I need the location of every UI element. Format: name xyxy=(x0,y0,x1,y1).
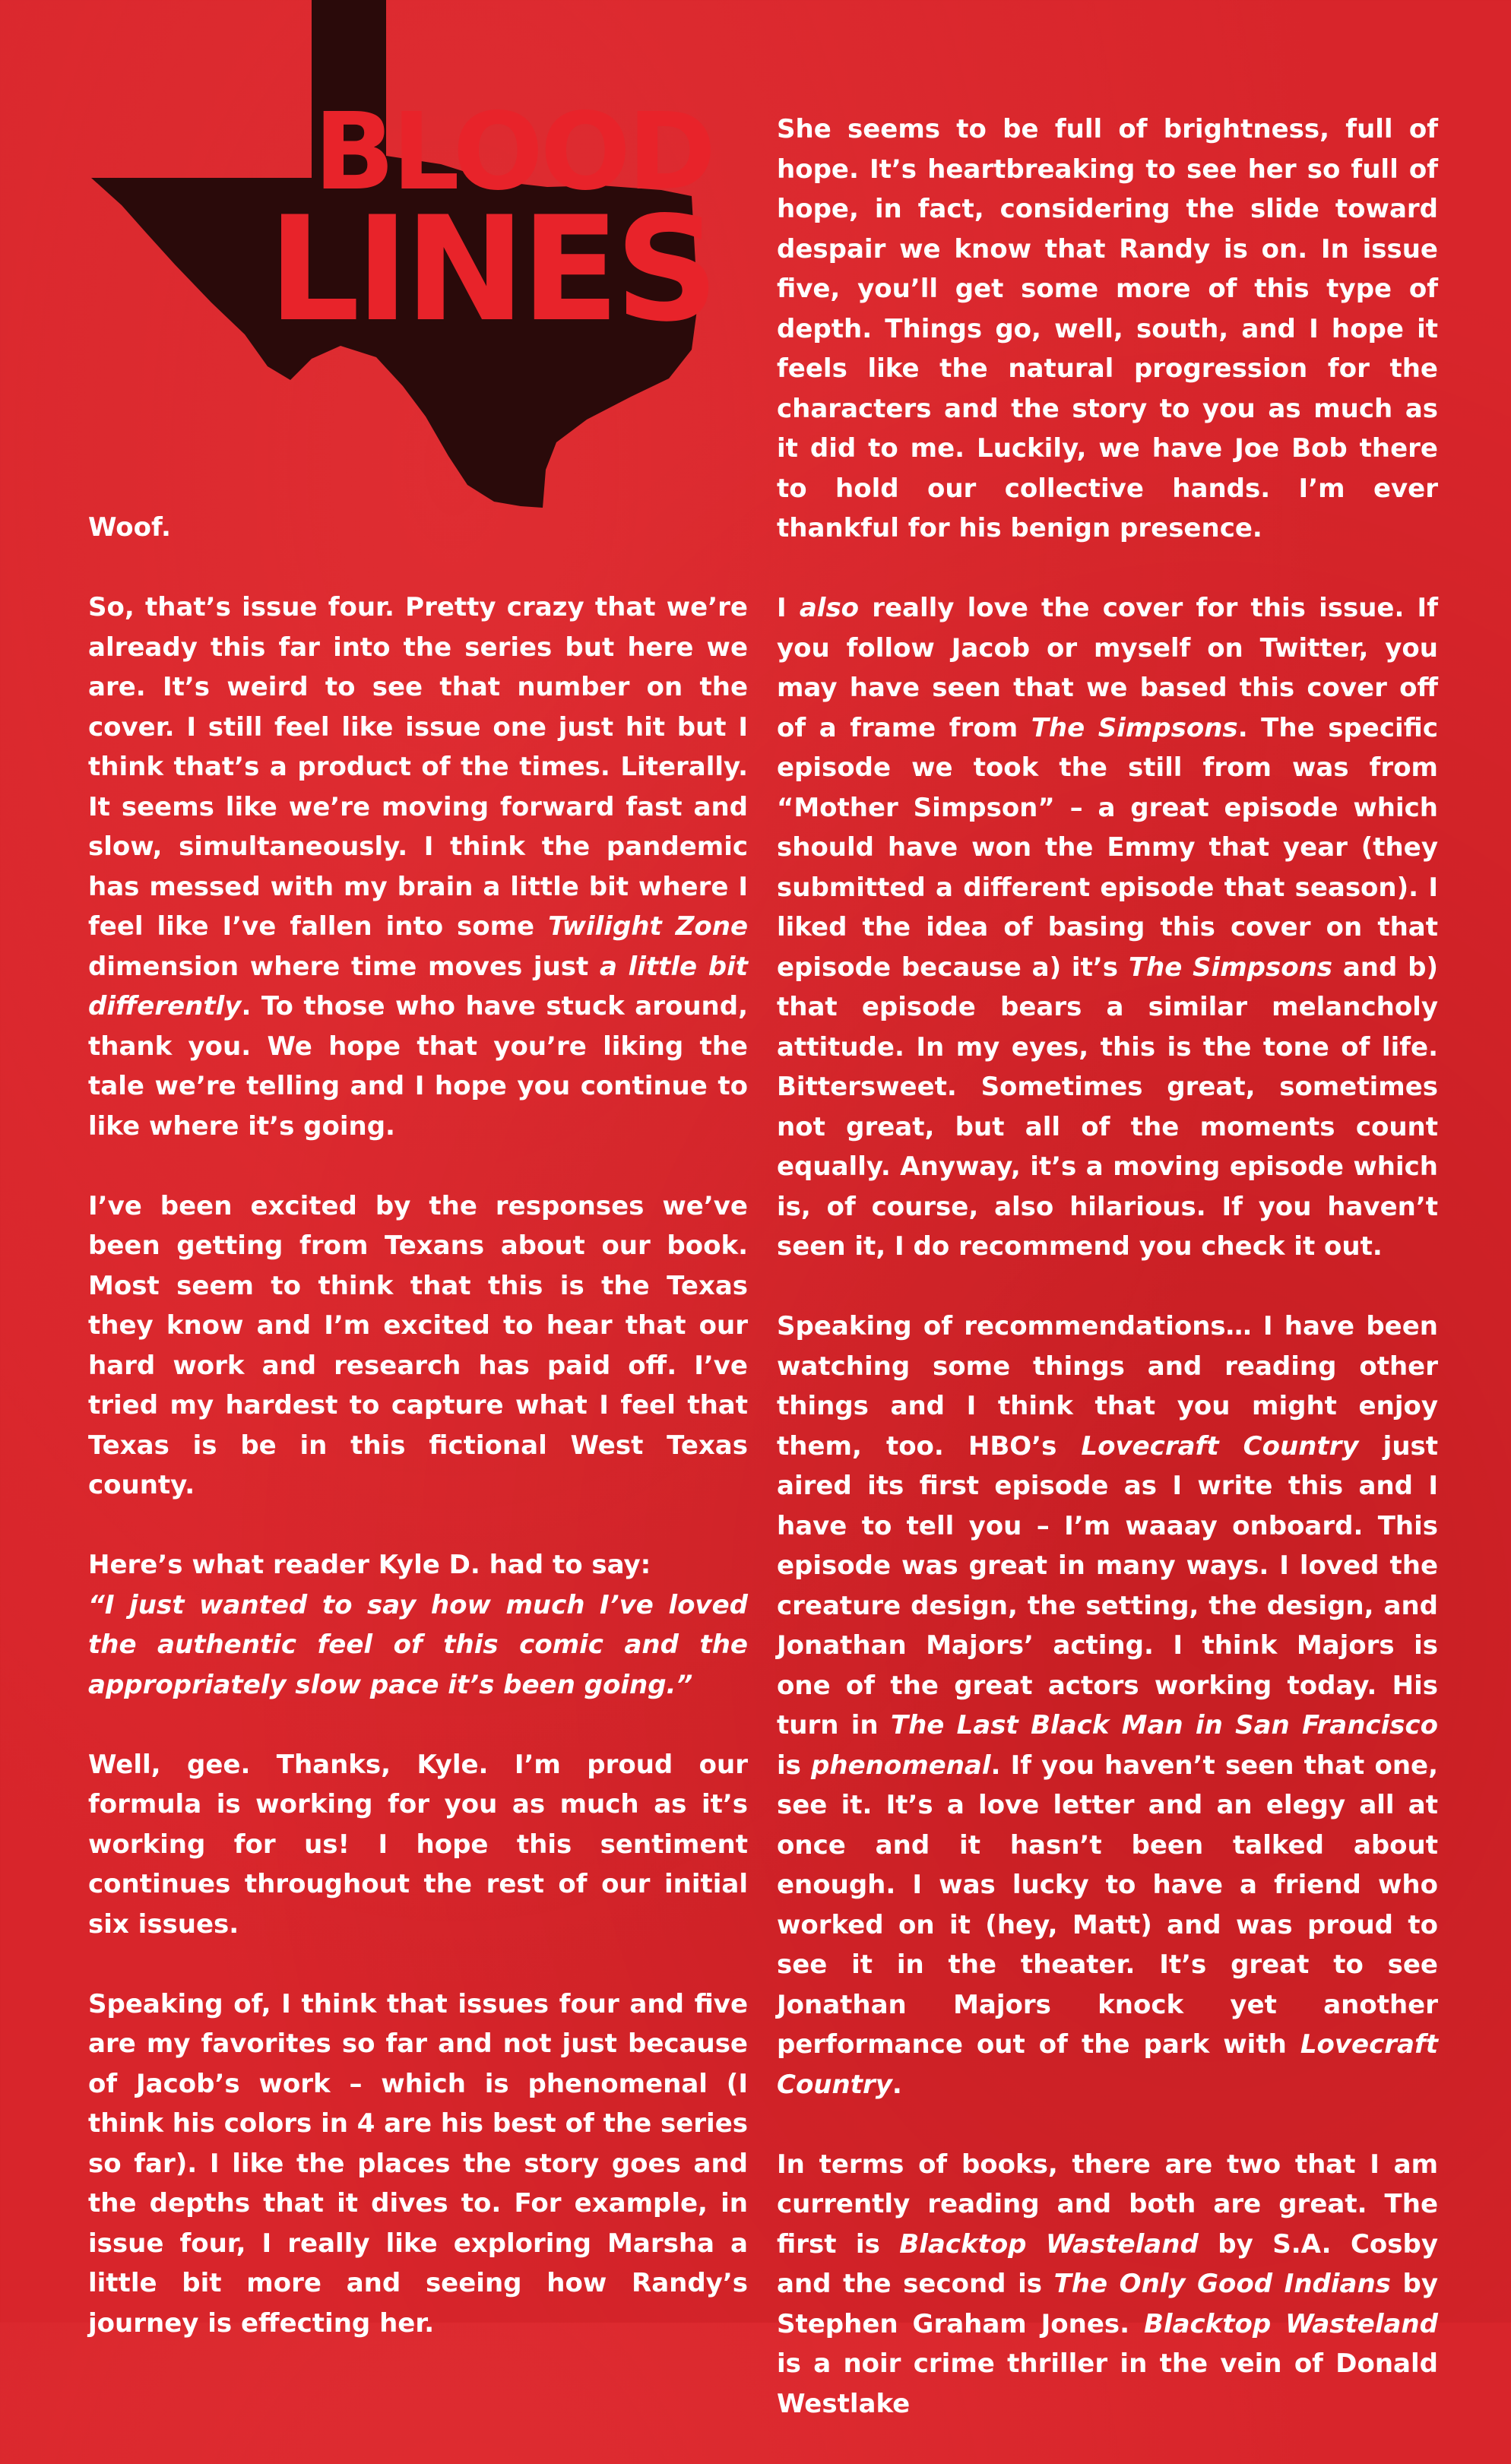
italic-text: Lovecraft Country xyxy=(777,2029,1438,2100)
text-run: is xyxy=(777,1750,812,1781)
letter-paragraph xyxy=(88,587,748,1146)
text-run: Woof. xyxy=(88,512,171,543)
text-run: really love the cover for this issue. If you follow Jacob or myself on Twitter, you may have seen that we based this cover off of a frame from xyxy=(777,593,1438,743)
italic-text: phenomenal xyxy=(811,1750,991,1781)
text-run: Here’s what reader Kyle D. had to say: xyxy=(88,1550,651,1580)
letter-paragraph xyxy=(88,1585,748,1705)
text-run: I xyxy=(777,593,800,623)
text-run: Speaking of recommendations… I have been watching some things and reading other things and I think that you might enjoy them, too. HBO’s xyxy=(777,1311,1438,1462)
logo-text-lines: LINES xyxy=(268,185,714,353)
logo-text-blood: BLOOD xyxy=(313,90,713,214)
text-run: In terms of books, there are two that I am currently reading and both are great. The first is xyxy=(777,2149,1438,2260)
letter-paragraph xyxy=(777,1306,1438,2105)
italic-text: “I just wanted to say how much I’ve loved the authentic feel of this comic and the appropriately slow pace it’s been going.” xyxy=(88,1589,748,1700)
italic-text: also xyxy=(799,593,860,623)
text-run: Well, gee. Thanks, Kyle. I’m proud our formula is working for you as much as it’s working for us! I hope this sentiment continues throughout the rest of our initial six issues. xyxy=(88,1749,748,1940)
italic-text: Blacktop Wasteland xyxy=(1144,2308,1438,2339)
text-run: So, that’s issue four. Pretty crazy that we’re already this far into the series but here we are. It’s weird to see that number on the cover. I still feel like issue one just hit but I think that’s a product of the times. Literally. It seems like we’re moving forward fast and slow, simultaneously. I think the pandemic has messed with my brain a little bit where I feel like I’ve fallen into some xyxy=(88,592,748,942)
text-run: . To those who have stuck around, thank you. We hope that you’re liking the tale we’re telling and I hope you continue to like where it’s going. xyxy=(88,991,748,1142)
text-run: . xyxy=(892,2069,902,2100)
letter-paragraph xyxy=(88,1545,748,1585)
letter-paragraph xyxy=(777,2145,1438,2424)
text-run: just aired its first episode as I write this and I have to tell you – I’m waaay onboard. This episode was great in many ways. I loved the creature design, the setting, the design, and Jonathan Majors’ acting. I think Majors is one of the great actors working today. His turn in xyxy=(777,1430,1439,1740)
text-run: Speaking of, I think that issues four and five are my favorites so far and not just because of Jacob’s work – which is phenomenal (I think his colors in 4 are his best of the series so far). I like the places the story goes and the depths that it dives to. For example, in issue four, I really like exploring Marsha a little bit more and seeing how Randy’s journey is effecting her. xyxy=(88,1988,748,2339)
text-run: dimension where time moves just xyxy=(88,951,600,982)
text-run: . If you haven’t seen that one, see it. It’s a love letter and an elegy all at once and it hasn’t been talked about enough. I was lucky to have a friend who worked on it (hey, Matt) and was proud to see it in the theater. It’s great to see Jonathan Majors knock yet another performance out of the park with xyxy=(777,1750,1438,2060)
italic-text: The Simpsons xyxy=(1128,952,1333,983)
text-run: by S.A. Cosby and the second is xyxy=(777,2228,1439,2299)
text-run: and b) that episode bears a similar melancholy attitude. In my eyes, this is the tone of life. Bittersweet. Sometimes great, sometimes not great, but all of the moments count equally. Anyway, it’s a moving episode which is, of course, also hilarious. If you haven’t seen it, I do recommend you check it out. xyxy=(777,952,1439,1262)
italic-text: Twilight Zone xyxy=(548,911,748,942)
italic-text: The Simpsons xyxy=(1031,712,1238,743)
bloodlines-logo xyxy=(84,0,737,524)
italic-text: The Only Good Indians xyxy=(1053,2269,1391,2299)
letter-paragraph xyxy=(88,1984,748,2344)
italic-text: The Last Black Man in San Francisco xyxy=(890,1710,1438,1740)
text-run: . The specific episode we took the still from was from “Mother Simpson” – a great episode which should have won the Emmy that year (they submitted a different episode that season). I liked the idea of basing this cover on that episode because a) it’s xyxy=(777,712,1438,983)
text-run: I’ve been excited by the responses we’ve been getting from Texans about our book. Most seem to think that this is the Texas they know and I’m excited to hear that our hard work and research has paid off. I’ve tried my hardest to capture what I feel that Texas is be in this fictional West Texas county. xyxy=(88,1190,748,1500)
letter-paragraph xyxy=(88,1186,748,1506)
text-run: is a noir crime thriller in the vein of Donald Westlake xyxy=(777,2348,1438,2419)
text-run: She seems to be full of brightness, full of hope. It’s heartbreaking to see her so full of hope, in fact, considering the slide toward despair we know that Randy is on. In issue five, you’ll get some more of this type of depth. Things go, well, south, and I hope it feels like the natural progression for the characters and the story to you as much as it did to me. Luckily, we have Joe Bob there to hold our collective hands. I’m ever thankful for his benign presence. xyxy=(777,114,1438,543)
italic-text: a little bit differently xyxy=(88,951,748,1021)
text-run: by Stephen Graham Jones. xyxy=(777,2269,1438,2339)
italic-text: Lovecraft Country xyxy=(1081,1430,1359,1462)
letter-paragraph xyxy=(88,1745,748,1945)
texas-map-logo xyxy=(84,0,737,524)
letter-paragraph xyxy=(777,588,1438,1267)
letters-column-right xyxy=(777,109,1438,2464)
italic-text: Blacktop Wasteland xyxy=(899,2228,1199,2260)
letter-paragraph xyxy=(777,109,1438,549)
letter-paragraph xyxy=(88,508,748,548)
letters-column-left xyxy=(88,508,748,2383)
